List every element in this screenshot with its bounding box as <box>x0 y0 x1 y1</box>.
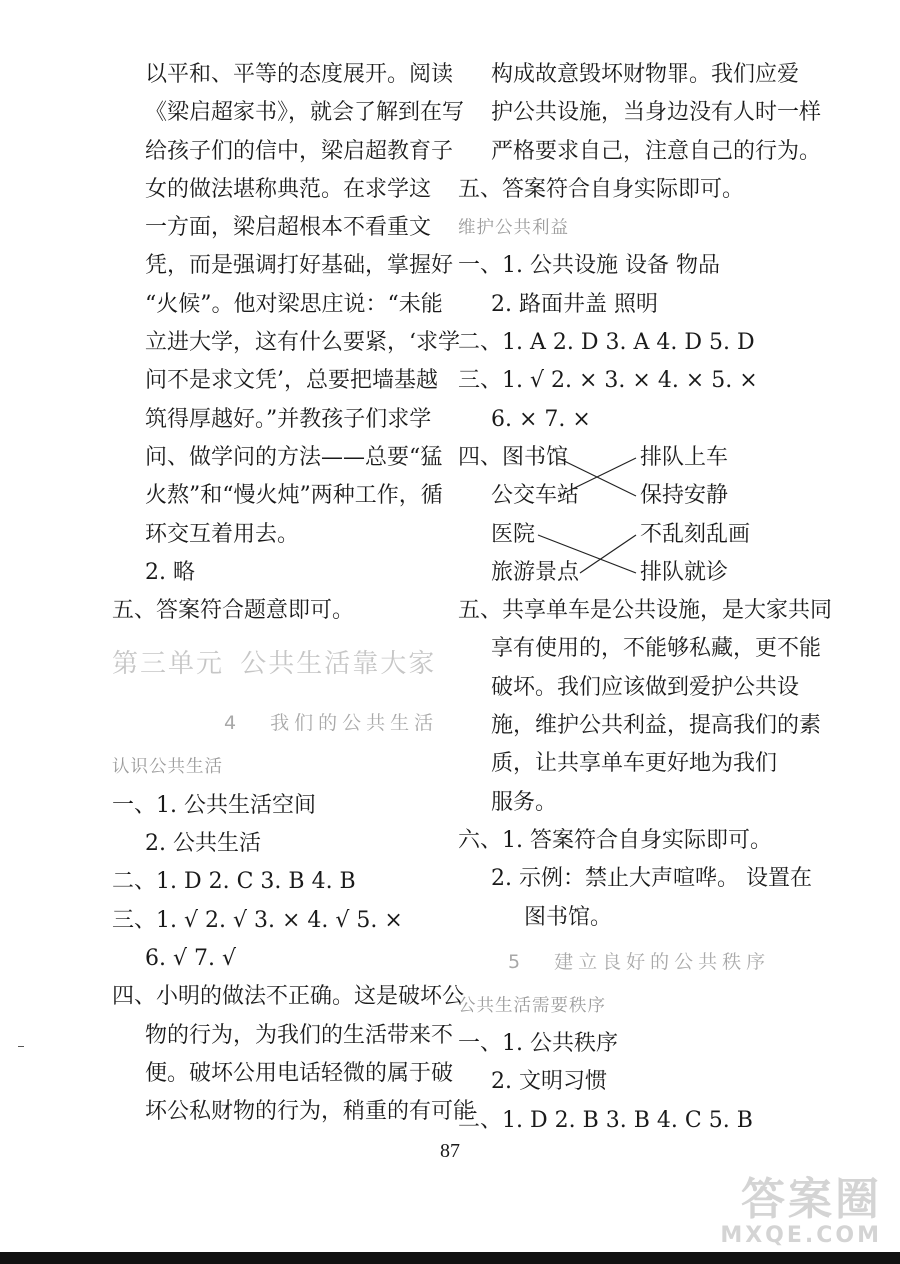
watermark-logo <box>720 1176 882 1248</box>
answer-line: 坏公私财物的行为，稍重的有可能 <box>145 1099 476 1125</box>
answer-line: 二、1. D 2. B 3. B 4. C 5. B <box>458 1107 753 1133</box>
text-line: 护公共设施，当身边没有人时一样 <box>491 100 822 126</box>
right-column <box>458 56 833 1140</box>
match-right-item: 排队就诊 <box>640 559 729 585</box>
match-right-item: 不乱刻乱画 <box>640 521 751 547</box>
text-line: 立进大学，这有什么要紧，‘求学 <box>145 330 460 356</box>
text-line: 严格要求自己，注意自己的行为。 <box>491 138 822 164</box>
answer-line: 二、1. D 2. C 3. B 4. B <box>112 869 356 895</box>
answer-line: 五、共享单车是公共设施，是大家共同 <box>458 598 833 624</box>
scan-mark <box>18 1046 24 1047</box>
answer-line: 二、1. A 2. D 3. A 4. D 5. D <box>458 330 755 356</box>
unit-number: 第三单元 <box>112 649 225 680</box>
text-line: 《梁启超家书》，就会了解到在写 <box>145 100 465 126</box>
text-line: “火候”。他对梁思庄说：“未能 <box>145 291 443 317</box>
left-column <box>112 56 476 1131</box>
text-line: 一方面，梁启超根本不看重文 <box>145 215 432 241</box>
section-subtitle: 公共生活需要秩序 <box>458 995 606 1016</box>
watermark-text: 答案圈 <box>741 1174 882 1225</box>
answer-line: 破坏。我们应该做到爱护公共设 <box>491 674 800 700</box>
unit-title: 公共生活靠大家 <box>240 649 437 680</box>
text-line: 以平和、平等的态度展开。阅读 <box>145 62 454 87</box>
answer-line: 6. √ 7. √ <box>145 945 236 971</box>
answer-line: 六、1. 答案符合自身实际即可。 <box>458 827 772 853</box>
bottom-border <box>0 1252 900 1264</box>
answer-line: 便。破坏公用电话轻微的属于破 <box>145 1060 454 1086</box>
answer-line: 施，维护公共利益，提高我们的素 <box>491 713 822 739</box>
answer-line: 一、1. 公共秩序 <box>458 1031 618 1057</box>
match-left-item: 医院 <box>491 521 536 547</box>
text-line: 凭，而是强调打好基础，掌握好 <box>145 253 454 279</box>
answer-line: 一、1. 公共生活空间 <box>112 792 316 818</box>
match-left-item: 公交车站 <box>491 483 580 509</box>
text-line: 构成故意毁坏财物罪。我们应爱 <box>491 62 800 87</box>
lesson-number: 4 <box>224 712 242 735</box>
answer-line: 图书馆。 <box>524 904 613 930</box>
unit-heading <box>112 630 457 698</box>
answer-line: 三、1. √ 2. √ 3. × 4. √ 5. × <box>112 907 403 933</box>
answer-line: 五、答案符合题意即可。 <box>112 598 355 624</box>
lesson-heading <box>458 937 803 987</box>
answer-line: 三、1. √ 2. × 3. × 4. × 5. × <box>458 368 758 394</box>
answer-line: 2. 公共生活 <box>145 831 261 857</box>
lesson-title: 建立良好的公共秩序 <box>554 950 771 973</box>
match-left-item: 旅游景点 <box>491 559 580 585</box>
answer-line: 四、小明的做法不正确。这是破坏公 <box>112 984 465 1010</box>
page-number: 87 <box>440 1140 460 1162</box>
watermark-url: MXQE.COM <box>720 1223 882 1248</box>
match-right-item: 排队上车 <box>640 444 729 470</box>
text-line: 问、做学问的方法——总要“猛 <box>145 444 443 470</box>
answer-line: 享有使用的，不能够私藏，更不能 <box>491 636 822 662</box>
text-line: 问不是求文凭’，总要把墙基越 <box>145 368 438 394</box>
answer-line: 2. 文明习惯 <box>491 1069 607 1095</box>
text-line: 给孩子们的信中，梁启超教育子 <box>145 138 454 164</box>
lesson-number: 5 <box>508 950 526 973</box>
text-line: 火熬”和“慢火炖”两种工作，循 <box>145 483 443 509</box>
lesson-heading <box>112 698 457 748</box>
answer-line: 6. × 7. × <box>491 406 591 432</box>
answer-line: 服务。 <box>491 789 558 815</box>
answer-line: 五、答案符合自身实际即可。 <box>458 176 745 202</box>
matching-pair-1 <box>458 439 803 516</box>
text-line: 女的做法堪称典范。在求学这 <box>145 176 432 202</box>
matching-pair-2 <box>458 516 803 593</box>
text-line: 环交互着用去。 <box>145 521 300 547</box>
answer-line: 质，让共享单车更好地为我们 <box>491 751 778 777</box>
answer-line: 一、1. 公共设施 设备 物品 <box>458 253 720 279</box>
lesson-title: 我们的公共生活 <box>270 712 439 735</box>
answer-line: 2. 示例：禁止大声喧哗。 设置在 <box>491 866 812 892</box>
match-left-item: 四、图书馆 <box>458 444 569 470</box>
answer-line: 物的行为，为我们的生活带来不 <box>145 1022 454 1048</box>
match-right-item: 保持安静 <box>640 483 729 509</box>
answer-line: 2. 略 <box>145 559 195 585</box>
text-line: 筑得厚越好。”并教孩子们求学 <box>145 406 432 432</box>
section-subtitle: 认识公共生活 <box>112 757 223 778</box>
answer-line: 2. 路面井盖 照明 <box>491 291 658 317</box>
section-subtitle: 维护公共利益 <box>458 218 569 239</box>
